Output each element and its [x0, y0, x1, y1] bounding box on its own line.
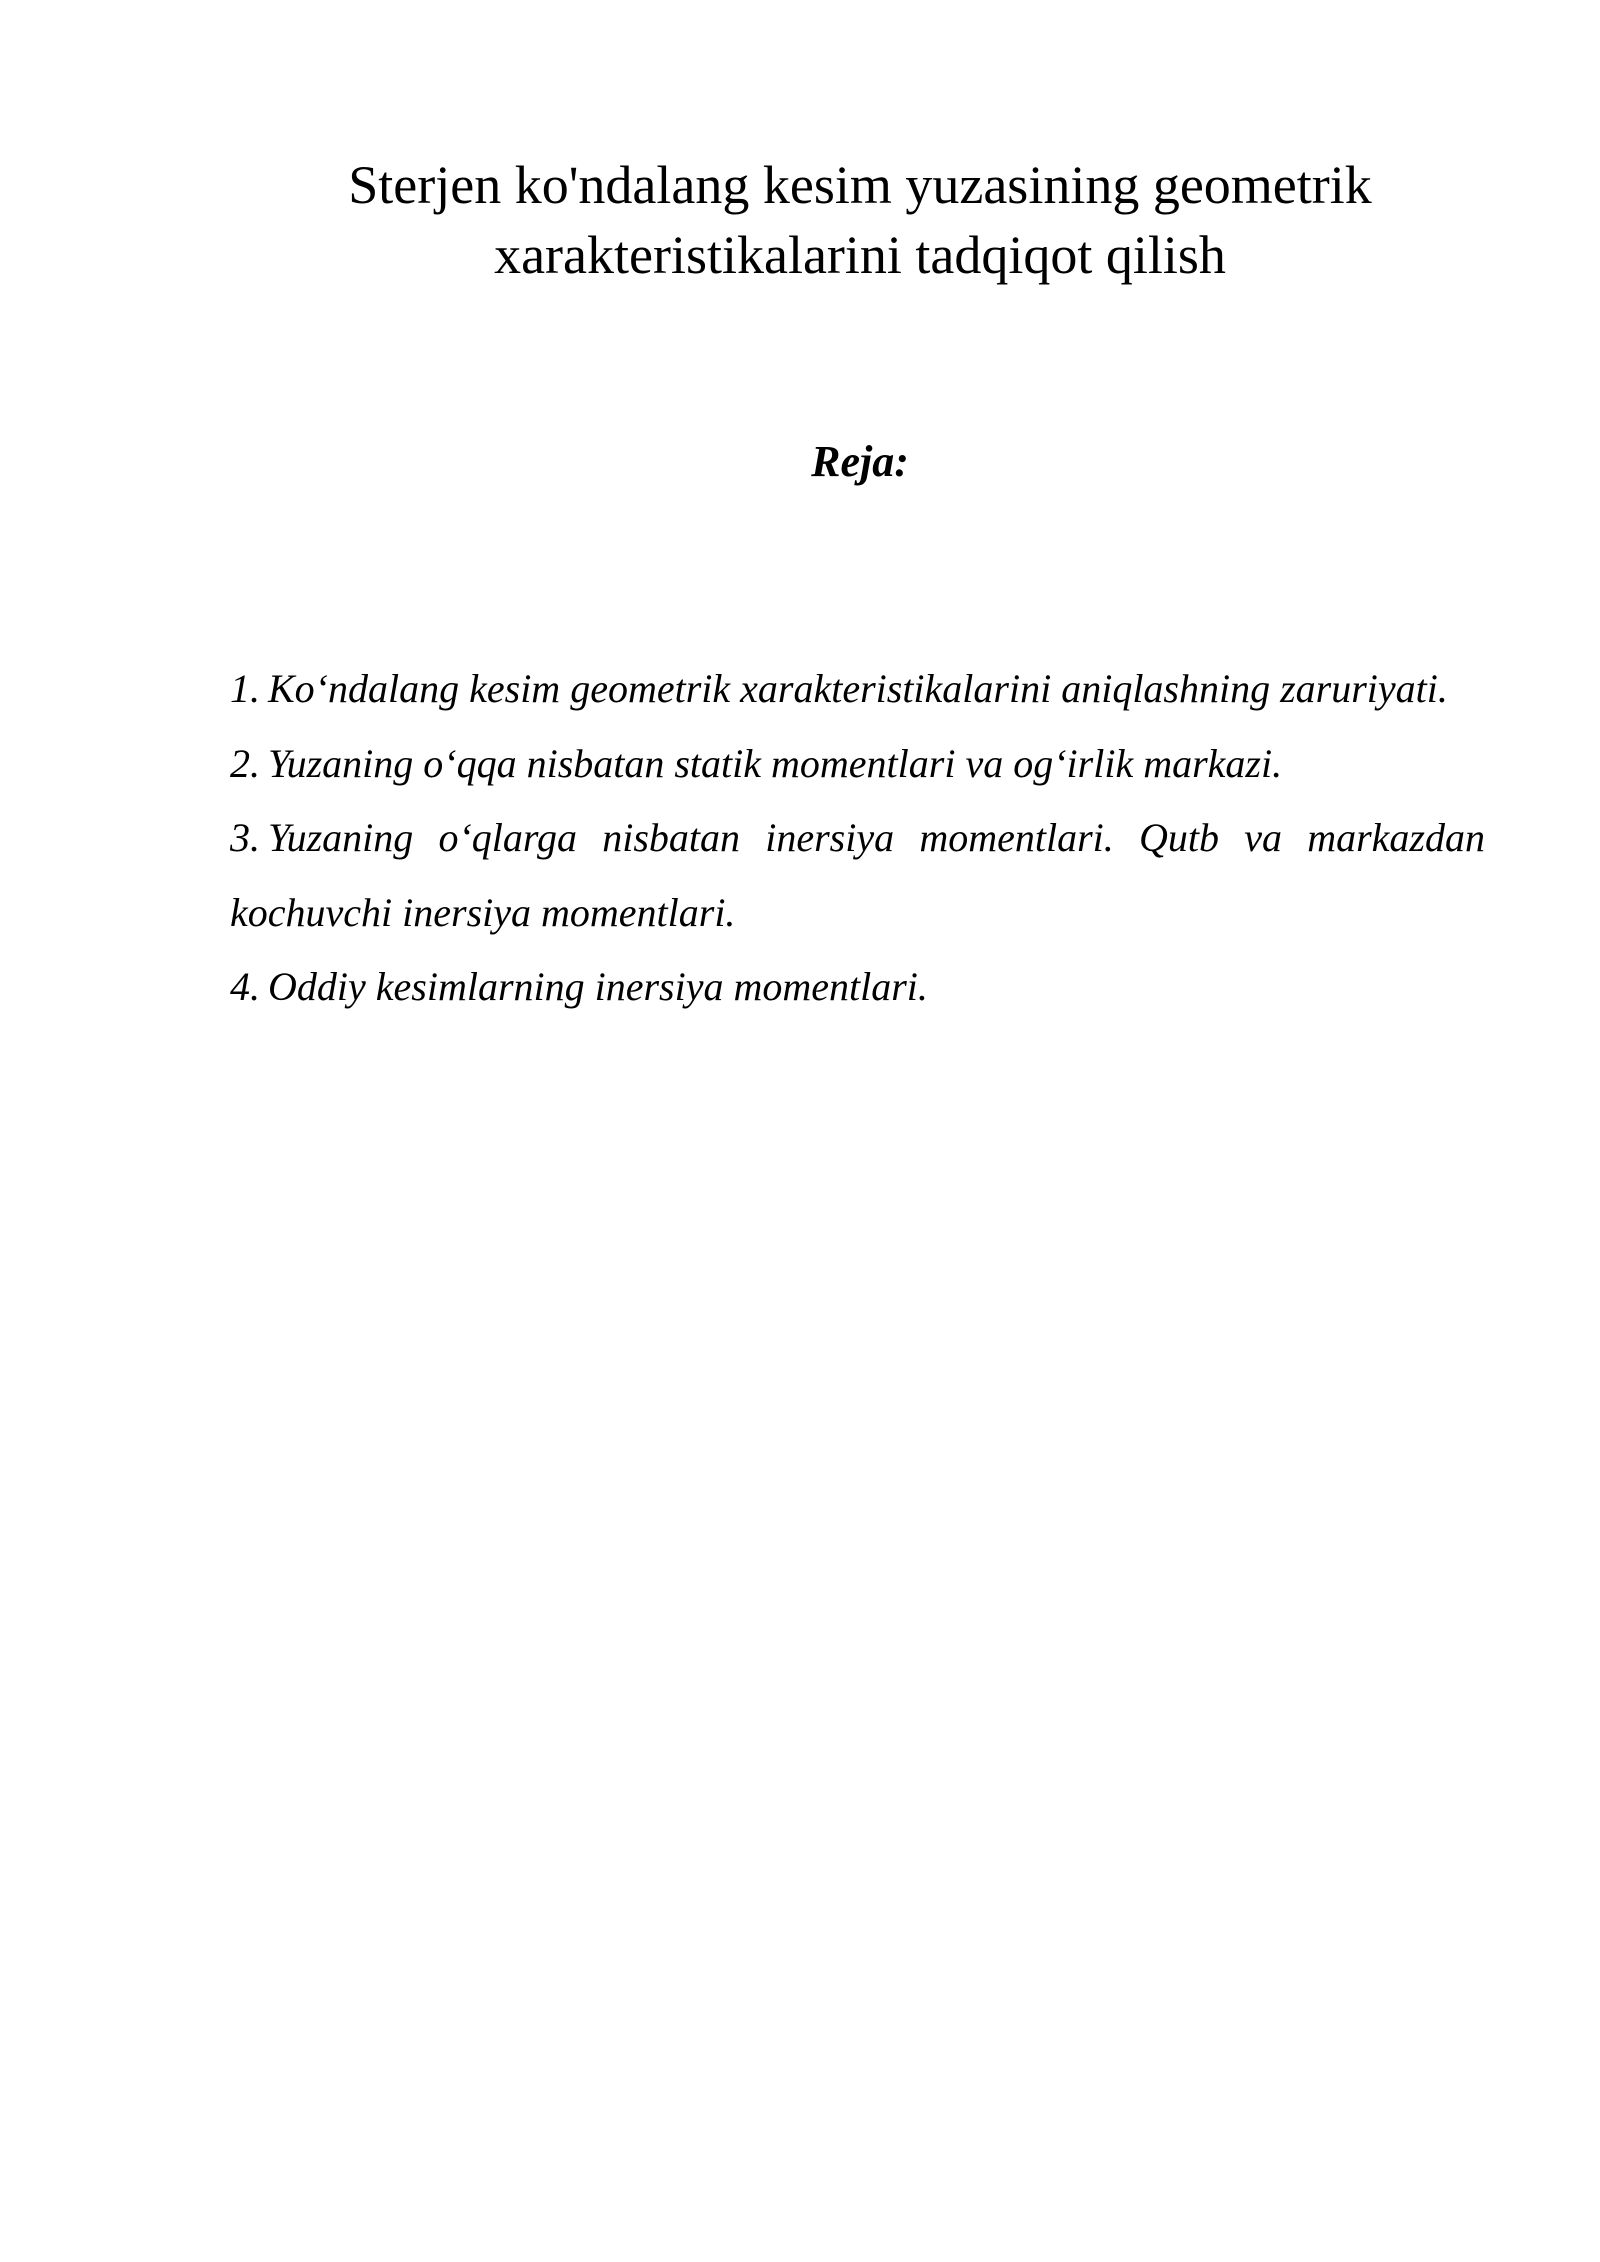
- page-title: [230, 150, 1490, 290]
- title-line-2: xarakteristikalarini tadqiqot qilish: [494, 225, 1226, 285]
- plan-item-text: Yuzaning o‘qqa nisbatan statik momentlari va og‘irlik markazi.: [268, 740, 1283, 786]
- plan-item-3: [230, 801, 1485, 950]
- plan-heading: Reja:: [811, 437, 909, 486]
- plan-item-number: 3.: [230, 815, 260, 860]
- title-line-1: Sterjen ko'ndalang kesim yuzasining geometrik: [348, 155, 1372, 215]
- plan-list: [230, 652, 1485, 1025]
- plan-item-4: [230, 950, 1485, 1025]
- plan-item-number: 4.: [230, 964, 260, 1009]
- plan-item-text: Ko‘ndalang kesim geometrik xarakteristikalarini aniqlashning zaruriyati.: [268, 666, 1448, 711]
- plan-item-1: [230, 652, 1485, 727]
- plan-item-text: Oddiy kesimlarning inersiya momentlari.: [268, 964, 928, 1009]
- plan-item-2: [230, 727, 1485, 802]
- plan-item-text: Yuzaning o‘qlarga nisbatan inersiya momentlari. Qutb va markazdan kochuvchi inersiya momentlari.: [230, 815, 1485, 935]
- plan-item-number: 1.: [230, 666, 260, 711]
- plan-item-number: 2.: [230, 740, 260, 786]
